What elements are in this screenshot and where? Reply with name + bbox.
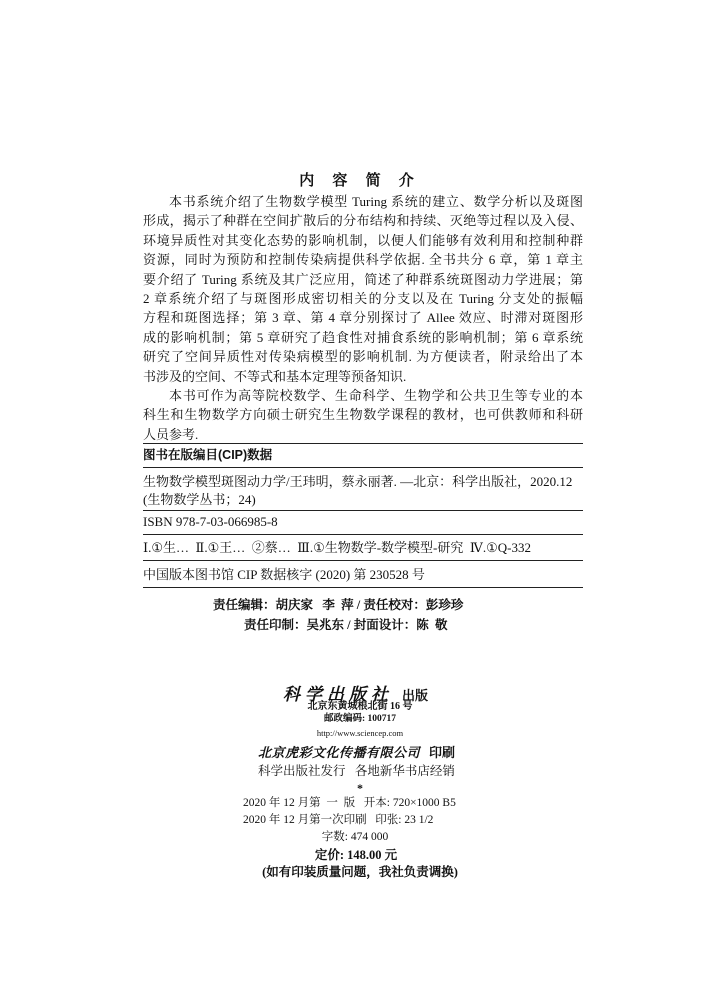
summary-line: 要介绍了 Turing 系统及其广泛应用，简述了种群系统斑图动力学进展；第 bbox=[143, 271, 583, 287]
cip-classification: Ⅰ.①生… Ⅱ.①王… ②蔡… Ⅲ.①生物数学-数学模型-研究 Ⅳ.①Q-332 bbox=[143, 540, 531, 555]
summary-line: 本书可作为高等院校数学、生命科学、生物学和公共卫生等专业的本 bbox=[169, 387, 583, 403]
credits-editors: 责任编辑：胡庆家 李 萍 / 责任校对：彭珍珍 bbox=[213, 598, 464, 612]
divider bbox=[143, 587, 583, 588]
summary-line: 形成，揭示了种群在空间扩散后的分布结构和持续、灭绝等过程以及入侵、 bbox=[143, 213, 583, 229]
divider bbox=[143, 510, 583, 511]
publisher-address: 北京东黄城根北街 16 号 bbox=[307, 701, 413, 712]
credits-production: 责任印制：吴兆东 / 封面设计：陈 敬 bbox=[244, 618, 448, 632]
publisher-logo: 科学出版社 bbox=[283, 685, 393, 704]
summary-line: 环境异质性对其变化态势的影响机制，以便人们能够有效利用和控制种群 bbox=[143, 232, 583, 248]
cip-title-line: 生物数学模型斑图动力学/王玮明，蔡永丽著. —北京：科学出版社，2020.12 bbox=[143, 474, 573, 489]
publisher-postcode: 邮政编码: 100717 bbox=[323, 714, 397, 724]
price: 定价: 148.00 元 bbox=[314, 848, 398, 862]
summary-line: 书涉及的空间、不等式和基本定理等预备知识. bbox=[143, 368, 407, 384]
cip-series: (生物数学丛书；24) bbox=[143, 492, 256, 507]
printing-line: 2020 年 12 月第一次印刷 印张: 23 1/2 bbox=[243, 814, 434, 826]
divider bbox=[143, 443, 583, 444]
summary-title: 内 容 简 介 bbox=[299, 172, 421, 189]
divider bbox=[143, 534, 583, 535]
divider bbox=[143, 560, 583, 561]
quality-notice: (如有印装质量问题，我社负责调换) bbox=[262, 865, 458, 879]
word-count: 字数: 474 000 bbox=[321, 831, 389, 843]
publisher-suffix: 出版 bbox=[402, 688, 429, 703]
summary-line: 本书系统介绍了生物数学模型 Turing 系统的建立、数学分析以及斑图 bbox=[169, 194, 583, 209]
publisher-website: http://www.sciencep.com bbox=[316, 728, 404, 738]
divider bbox=[143, 467, 583, 468]
summary-line: 成的影响机制；第 5 章研究了趋食性对捕食系统的影响机制；第 6 章系统 bbox=[143, 329, 583, 345]
edition-line: 2020 年 12 月第 一 版 开本: 720×1000 B5 bbox=[243, 797, 456, 809]
cip-isbn: ISBN 978-7-03-066985-8 bbox=[143, 514, 278, 529]
summary-line: 科生和生物数学方向硕士研究生生物数学课程的教材，也可供教师和科研 bbox=[143, 407, 583, 423]
summary-line: 2 章系统介绍了与斑图形成密切相关的分支以及在 Turing 分支处的振幅 bbox=[143, 290, 583, 306]
printer-row bbox=[258, 742, 455, 761]
summary-line: 研究了空间异质性对传染病模型的影响机制. 为方便读者，附录给出了本 bbox=[143, 349, 583, 365]
cip-number: 中国版本图书馆 CIP 数据核字 (2020) 第 230528 号 bbox=[143, 567, 425, 582]
distribution-line: 科学出版社发行 各地新华书店经销 bbox=[258, 764, 455, 778]
summary-body bbox=[143, 192, 583, 444]
printer-logo: 北京虎彩文化传播有限公司 bbox=[258, 745, 421, 760]
summary-line: 方程和斑图选择；第 3 章、第 4 章分别探讨了 Allee 效应、时滞对斑图形 bbox=[143, 310, 583, 326]
separator-star: * bbox=[357, 781, 363, 795]
cip-heading: 图书在版编目(CIP)数据 bbox=[143, 448, 273, 462]
summary-line: 人员参考. bbox=[143, 426, 199, 442]
printer-suffix: 印刷 bbox=[429, 745, 456, 760]
summary-line: 资源，同时为预防和控制传染病提供科学依据. 全书共分 6 章，第 1 章主 bbox=[143, 252, 583, 268]
